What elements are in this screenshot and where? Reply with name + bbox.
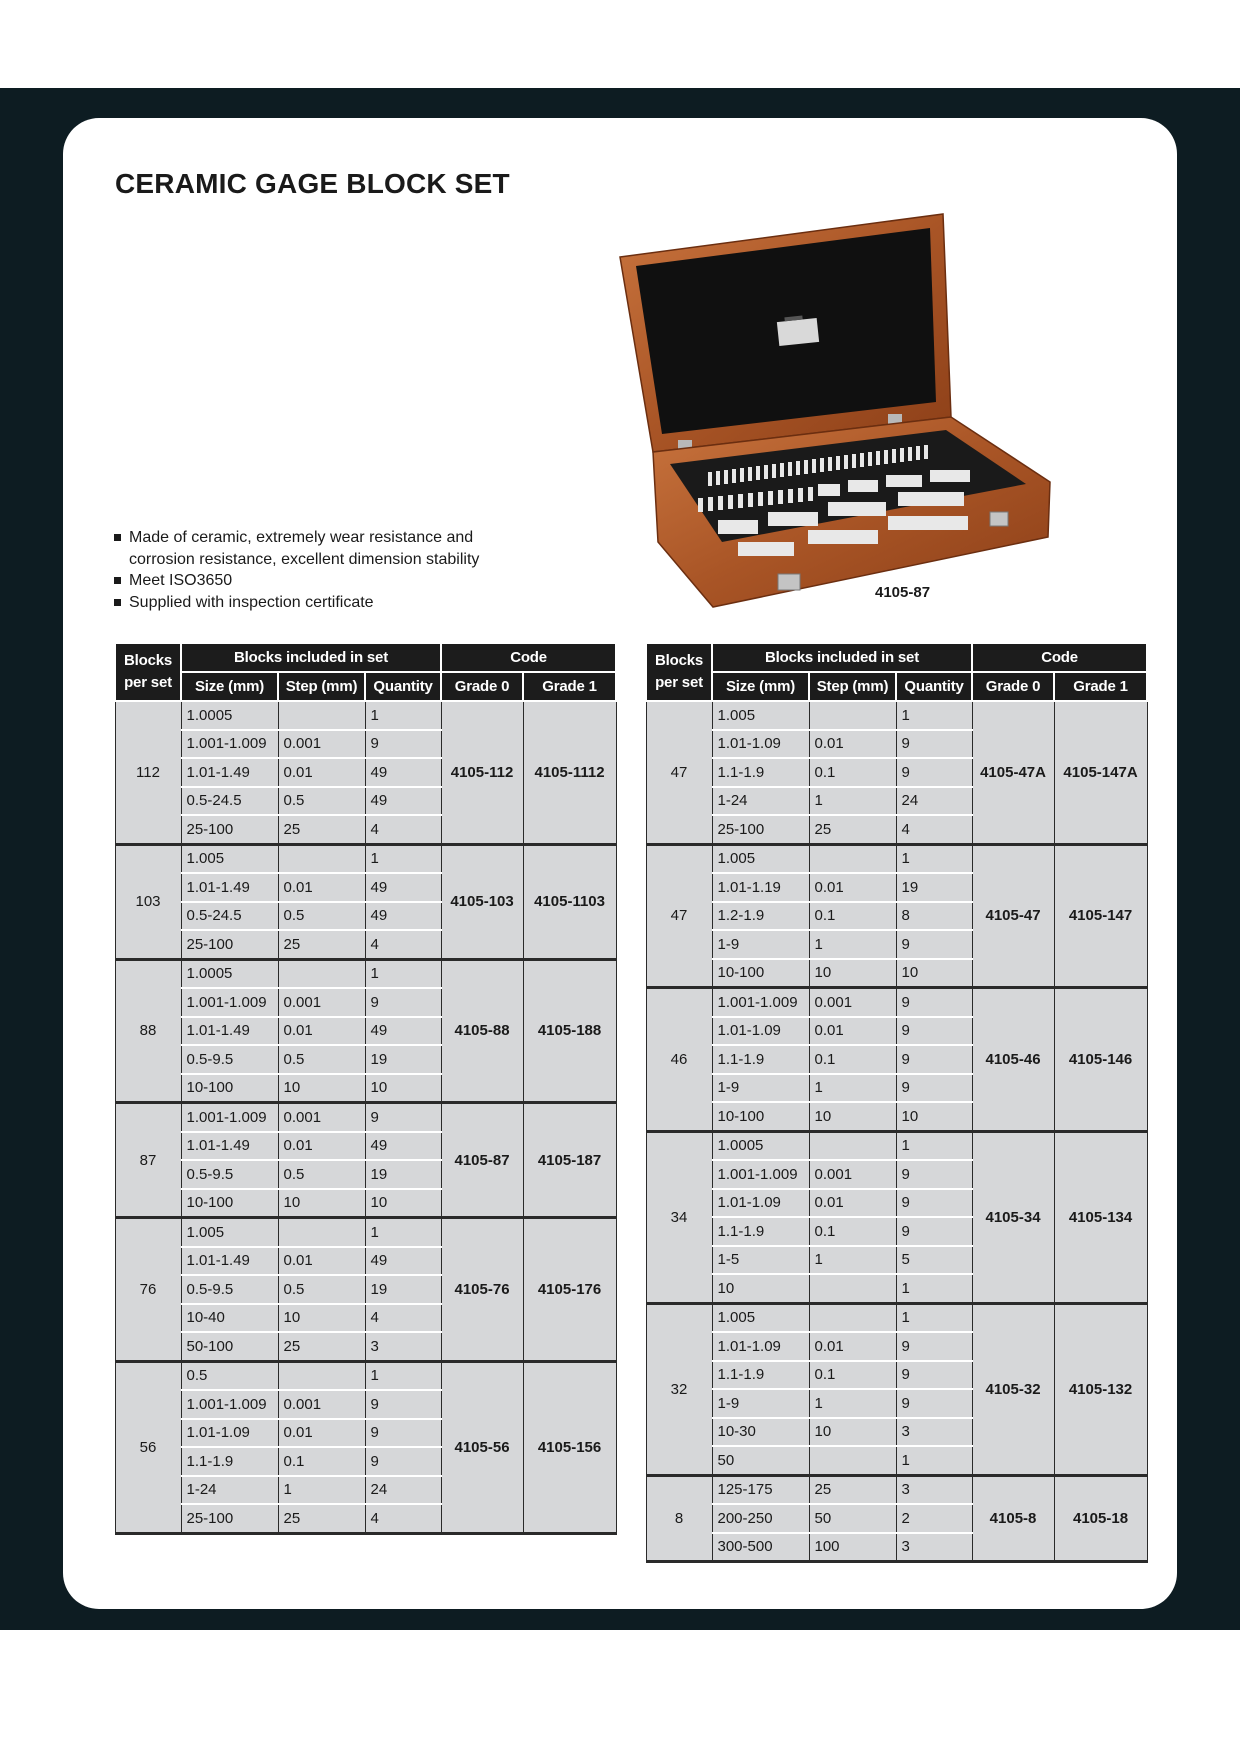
grade0-code-cell: 4105-112 <box>441 701 523 844</box>
step-cell: 0.001 <box>809 988 896 1017</box>
grade0-code-cell: 4105-76 <box>441 1218 523 1362</box>
quantity-cell: 19 <box>365 1275 441 1304</box>
blocks-per-set-cell: 87 <box>115 1103 181 1218</box>
quantity-cell: 5 <box>896 1246 972 1275</box>
quantity-cell: 19 <box>896 873 972 902</box>
quantity-cell: 10 <box>896 959 972 988</box>
page-title: CERAMIC GAGE BLOCK SET <box>115 168 510 199</box>
feature-text: Made of ceramic, extremely wear resistance and corrosion resistance, excellent dimension stability <box>129 529 480 568</box>
grade1-code-cell: 4105-146 <box>1054 988 1147 1132</box>
grade0-code-cell: 4105-47A <box>972 701 1054 844</box>
header-code: Code <box>972 643 1147 672</box>
step-cell: 0.1 <box>809 1361 896 1390</box>
step-cell: 0.5 <box>278 1045 365 1074</box>
quantity-cell: 9 <box>896 1045 972 1074</box>
table-row <box>115 1103 616 1132</box>
step-cell: 0.001 <box>278 1390 365 1419</box>
size-cell: 1.001-1.009 <box>181 988 278 1017</box>
grade0-code-cell: 4105-88 <box>441 959 523 1103</box>
grade1-code-cell: 4105-18 <box>1054 1475 1147 1562</box>
size-cell: 1-24 <box>712 787 809 816</box>
header-grade1: Grade 1 <box>523 672 616 701</box>
grade1-code-cell: 4105-1103 <box>523 844 616 959</box>
quantity-cell: 9 <box>896 1217 972 1246</box>
step-cell: 0.5 <box>278 902 365 931</box>
table-row <box>646 1303 1147 1332</box>
grade0-code-cell: 4105-46 <box>972 988 1054 1132</box>
spec-table-right <box>645 642 1148 1563</box>
step-cell: 0.001 <box>278 1103 365 1132</box>
quantity-cell: 49 <box>365 1247 441 1276</box>
size-cell: 1-9 <box>712 930 809 959</box>
quantity-cell: 1 <box>365 1361 441 1390</box>
step-cell: 25 <box>278 1332 365 1361</box>
step-cell: 1 <box>809 1389 896 1418</box>
step-cell: 0.5 <box>278 1275 365 1304</box>
quantity-cell: 24 <box>896 787 972 816</box>
size-cell: 1.01-1.49 <box>181 873 278 902</box>
grade0-code-cell: 4105-47 <box>972 844 1054 988</box>
step-cell: 25 <box>278 815 365 844</box>
step-cell: 10 <box>809 959 896 988</box>
step-cell: 0.5 <box>278 1160 365 1189</box>
table-row <box>115 1361 616 1390</box>
quantity-cell: 9 <box>365 1447 441 1476</box>
step-cell: 0.001 <box>278 988 365 1017</box>
grade1-code-cell: 4105-132 <box>1054 1303 1147 1475</box>
size-cell: 25-100 <box>181 930 278 959</box>
quantity-cell: 3 <box>896 1418 972 1447</box>
grade1-code-cell: 4105-147A <box>1054 701 1147 844</box>
quantity-cell: 1 <box>365 959 441 988</box>
quantity-cell: 49 <box>365 758 441 787</box>
table-row <box>646 701 1147 730</box>
step-cell: 1 <box>809 1246 896 1275</box>
step-cell: 0.01 <box>278 1247 365 1276</box>
table-row <box>646 1475 1147 1504</box>
step-cell: 100 <box>809 1533 896 1562</box>
size-cell: 1.01-1.49 <box>181 758 278 787</box>
quantity-cell: 1 <box>365 1218 441 1247</box>
quantity-cell: 9 <box>896 730 972 759</box>
step-cell: 0.01 <box>278 873 365 902</box>
size-cell: 1-5 <box>712 1246 809 1275</box>
quantity-cell: 9 <box>896 1074 972 1103</box>
step-cell <box>809 1131 896 1160</box>
size-cell: 0.5-9.5 <box>181 1275 278 1304</box>
table-row <box>115 701 616 730</box>
size-cell: 25-100 <box>712 815 809 844</box>
size-cell: 300-500 <box>712 1533 809 1562</box>
bullet-square-icon <box>114 599 121 606</box>
step-cell: 0.01 <box>278 1132 365 1161</box>
grade1-code-cell: 4105-188 <box>523 959 616 1103</box>
size-cell: 1.005 <box>712 701 809 730</box>
blocks-per-set-cell: 88 <box>115 959 181 1103</box>
grade0-code-cell: 4105-8 <box>972 1475 1054 1562</box>
blocks-per-set-cell: 8 <box>646 1475 712 1562</box>
blocks-per-set-cell: 46 <box>646 988 712 1132</box>
gage-block-case-image <box>618 212 1052 614</box>
table-row <box>115 1218 616 1247</box>
step-cell <box>278 959 365 988</box>
blocks-per-set-cell: 112 <box>115 701 181 844</box>
size-cell: 10-100 <box>181 1074 278 1103</box>
size-cell: 1.1-1.9 <box>181 1447 278 1476</box>
quantity-cell: 49 <box>365 1132 441 1161</box>
size-cell: 10-30 <box>712 1418 809 1447</box>
step-cell <box>809 1303 896 1332</box>
quantity-cell: 1 <box>896 1131 972 1160</box>
quantity-cell: 4 <box>365 1304 441 1333</box>
quantity-cell: 9 <box>896 758 972 787</box>
size-cell: 0.5-9.5 <box>181 1045 278 1074</box>
size-cell: 125-175 <box>712 1475 809 1504</box>
size-cell: 1.0005 <box>181 959 278 988</box>
step-cell: 1 <box>809 1074 896 1103</box>
size-cell: 1.001-1.009 <box>181 1103 278 1132</box>
quantity-cell: 49 <box>365 787 441 816</box>
feature-item <box>113 570 513 592</box>
step-cell: 0.01 <box>809 1017 896 1046</box>
size-cell: 1.005 <box>712 844 809 873</box>
header-step: Step (mm) <box>278 672 365 701</box>
step-cell: 1 <box>809 787 896 816</box>
size-cell: 1.01-1.09 <box>712 1017 809 1046</box>
size-cell: 25-100 <box>181 1504 278 1533</box>
size-cell: 0.5-9.5 <box>181 1160 278 1189</box>
size-cell: 1.01-1.09 <box>712 730 809 759</box>
size-cell: 1.1-1.9 <box>712 1045 809 1074</box>
quantity-cell: 19 <box>365 1045 441 1074</box>
quantity-cell: 24 <box>365 1476 441 1505</box>
blocks-per-set-cell: 56 <box>115 1361 181 1533</box>
quantity-cell: 3 <box>896 1475 972 1504</box>
grade1-code-cell: 4105-134 <box>1054 1131 1147 1303</box>
header-grade0: Grade 0 <box>972 672 1054 701</box>
header-size: Size (mm) <box>712 672 809 701</box>
step-cell: 10 <box>278 1304 365 1333</box>
step-cell: 0.1 <box>278 1447 365 1476</box>
bullet-square-icon <box>114 577 121 584</box>
size-cell: 10-100 <box>712 959 809 988</box>
feature-text: Supplied with inspection certificate <box>129 593 374 611</box>
grade0-code-cell: 4105-87 <box>441 1103 523 1218</box>
step-cell: 10 <box>809 1102 896 1131</box>
feature-item <box>113 527 513 570</box>
bullet-square-icon <box>114 534 121 541</box>
quantity-cell: 4 <box>896 815 972 844</box>
step-cell: 10 <box>809 1418 896 1447</box>
size-cell: 1.001-1.009 <box>712 1160 809 1189</box>
step-cell <box>278 844 365 873</box>
quantity-cell: 1 <box>365 844 441 873</box>
quantity-cell: 9 <box>896 930 972 959</box>
quantity-cell: 3 <box>365 1332 441 1361</box>
step-cell <box>809 1274 896 1303</box>
step-cell: 0.01 <box>809 1189 896 1218</box>
step-cell <box>809 701 896 730</box>
step-cell: 0.1 <box>809 902 896 931</box>
step-cell: 0.01 <box>809 873 896 902</box>
quantity-cell: 9 <box>365 1103 441 1132</box>
quantity-cell: 49 <box>365 902 441 931</box>
quantity-cell: 49 <box>365 873 441 902</box>
size-cell: 1.01-1.09 <box>181 1419 278 1448</box>
size-cell: 50 <box>712 1446 809 1475</box>
feature-list <box>113 527 513 613</box>
quantity-cell: 2 <box>896 1504 972 1533</box>
quantity-cell: 1 <box>896 1303 972 1332</box>
quantity-cell: 9 <box>896 988 972 1017</box>
header-step: Step (mm) <box>809 672 896 701</box>
quantity-cell: 9 <box>896 1361 972 1390</box>
header-quantity: Quantity <box>896 672 972 701</box>
step-cell <box>809 844 896 873</box>
step-cell: 25 <box>278 1504 365 1533</box>
table-row <box>646 844 1147 873</box>
feature-item <box>113 592 513 614</box>
table-row <box>646 988 1147 1017</box>
step-cell: 0.01 <box>809 1332 896 1361</box>
grade1-code-cell: 4105-147 <box>1054 844 1147 988</box>
size-cell: 0.5 <box>181 1361 278 1390</box>
size-cell: 50-100 <box>181 1332 278 1361</box>
table-row <box>115 844 616 873</box>
step-cell: 1 <box>809 930 896 959</box>
size-cell: 1.01-1.09 <box>712 1332 809 1361</box>
blocks-per-set-cell: 47 <box>646 844 712 988</box>
size-cell: 1.2-1.9 <box>712 902 809 931</box>
step-cell: 10 <box>278 1189 365 1218</box>
size-cell: 1.1-1.9 <box>712 758 809 787</box>
quantity-cell: 9 <box>365 730 441 759</box>
header-grade0: Grade 0 <box>441 672 523 701</box>
step-cell: 25 <box>809 1475 896 1504</box>
quantity-cell: 3 <box>896 1533 972 1562</box>
quantity-cell: 9 <box>365 1390 441 1419</box>
size-cell: 0.5-24.5 <box>181 787 278 816</box>
quantity-cell: 4 <box>365 1504 441 1533</box>
quantity-cell: 10 <box>365 1189 441 1218</box>
header-size: Size (mm) <box>181 672 278 701</box>
quantity-cell: 9 <box>896 1017 972 1046</box>
header-blocks-per-set: Blocks per set <box>646 643 712 701</box>
grade0-code-cell: 4105-103 <box>441 844 523 959</box>
step-cell <box>278 1361 365 1390</box>
size-cell: 10-100 <box>712 1102 809 1131</box>
step-cell: 1 <box>278 1476 365 1505</box>
size-cell: 1.005 <box>181 844 278 873</box>
blocks-per-set-cell: 76 <box>115 1218 181 1362</box>
header-code: Code <box>441 643 616 672</box>
size-cell: 1.1-1.9 <box>712 1361 809 1390</box>
size-cell: 10 <box>712 1274 809 1303</box>
step-cell <box>278 1218 365 1247</box>
table-row <box>115 959 616 988</box>
step-cell: 0.001 <box>809 1160 896 1189</box>
step-cell <box>278 701 365 730</box>
grade0-code-cell: 4105-34 <box>972 1131 1054 1303</box>
quantity-cell: 1 <box>896 1274 972 1303</box>
header-blocks-included: Blocks included in set <box>181 643 441 672</box>
quantity-cell: 9 <box>896 1332 972 1361</box>
quantity-cell: 1 <box>896 1446 972 1475</box>
grade0-code-cell: 4105-32 <box>972 1303 1054 1475</box>
grade1-code-cell: 4105-176 <box>523 1218 616 1362</box>
blocks-per-set-cell: 103 <box>115 844 181 959</box>
size-cell: 1.0005 <box>181 701 278 730</box>
grade1-code-cell: 4105-1112 <box>523 701 616 844</box>
spec-table-left <box>114 642 617 1535</box>
step-cell: 0.001 <box>278 730 365 759</box>
spec-table-body <box>646 701 1147 1562</box>
quantity-cell: 9 <box>896 1189 972 1218</box>
quantity-cell: 4 <box>365 815 441 844</box>
size-cell: 1.005 <box>712 1303 809 1332</box>
step-cell: 0.5 <box>278 787 365 816</box>
size-cell: 1.1-1.9 <box>712 1217 809 1246</box>
step-cell: 0.01 <box>278 758 365 787</box>
step-cell: 0.01 <box>278 1017 365 1046</box>
blocks-per-set-cell: 32 <box>646 1303 712 1475</box>
header-blocks-included: Blocks included in set <box>712 643 972 672</box>
step-cell: 10 <box>278 1074 365 1103</box>
blocks-per-set-cell: 47 <box>646 701 712 844</box>
step-cell: 0.1 <box>809 1045 896 1074</box>
feature-text: Meet ISO3650 <box>129 572 233 589</box>
header-blocks-per-set: Blocks per set <box>115 643 181 701</box>
size-cell: 1.01-1.49 <box>181 1247 278 1276</box>
quantity-cell: 10 <box>896 1102 972 1131</box>
size-cell: 1.0005 <box>712 1131 809 1160</box>
photo-caption-code: 4105-87 <box>875 584 931 601</box>
size-cell: 1-9 <box>712 1389 809 1418</box>
quantity-cell: 19 <box>365 1160 441 1189</box>
size-cell: 0.5-24.5 <box>181 902 278 931</box>
step-cell: 0.1 <box>809 758 896 787</box>
grade1-code-cell: 4105-156 <box>523 1361 616 1533</box>
size-cell: 1.001-1.009 <box>181 730 278 759</box>
quantity-cell: 4 <box>365 930 441 959</box>
step-cell <box>809 1446 896 1475</box>
grade0-code-cell: 4105-56 <box>441 1361 523 1533</box>
table-row <box>646 1131 1147 1160</box>
size-cell: 1.001-1.009 <box>181 1390 278 1419</box>
header-quantity: Quantity <box>365 672 441 701</box>
size-cell: 1.005 <box>181 1218 278 1247</box>
size-cell: 1-9 <box>712 1074 809 1103</box>
step-cell: 25 <box>809 815 896 844</box>
quantity-cell: 9 <box>896 1389 972 1418</box>
blocks-per-set-cell: 34 <box>646 1131 712 1303</box>
quantity-cell: 9 <box>365 988 441 1017</box>
size-cell: 1.001-1.009 <box>712 988 809 1017</box>
step-cell: 0.01 <box>278 1419 365 1448</box>
size-cell: 1.01-1.49 <box>181 1132 278 1161</box>
step-cell: 0.01 <box>809 730 896 759</box>
size-cell: 25-100 <box>181 815 278 844</box>
size-cell: 1.01-1.09 <box>712 1189 809 1218</box>
quantity-cell: 8 <box>896 902 972 931</box>
step-cell: 50 <box>809 1504 896 1533</box>
header-grade1: Grade 1 <box>1054 672 1147 701</box>
size-cell: 1.01-1.49 <box>181 1017 278 1046</box>
quantity-cell: 49 <box>365 1017 441 1046</box>
quantity-cell: 1 <box>896 701 972 730</box>
quantity-cell: 10 <box>365 1074 441 1103</box>
spec-table-body <box>115 701 616 1533</box>
quantity-cell: 1 <box>896 844 972 873</box>
quantity-cell: 9 <box>365 1419 441 1448</box>
size-cell: 1-24 <box>181 1476 278 1505</box>
step-cell: 25 <box>278 930 365 959</box>
size-cell: 200-250 <box>712 1504 809 1533</box>
size-cell: 1.01-1.19 <box>712 873 809 902</box>
size-cell: 10-40 <box>181 1304 278 1333</box>
quantity-cell: 9 <box>896 1160 972 1189</box>
size-cell: 10-100 <box>181 1189 278 1218</box>
grade1-code-cell: 4105-187 <box>523 1103 616 1218</box>
step-cell: 0.1 <box>809 1217 896 1246</box>
quantity-cell: 1 <box>365 701 441 730</box>
